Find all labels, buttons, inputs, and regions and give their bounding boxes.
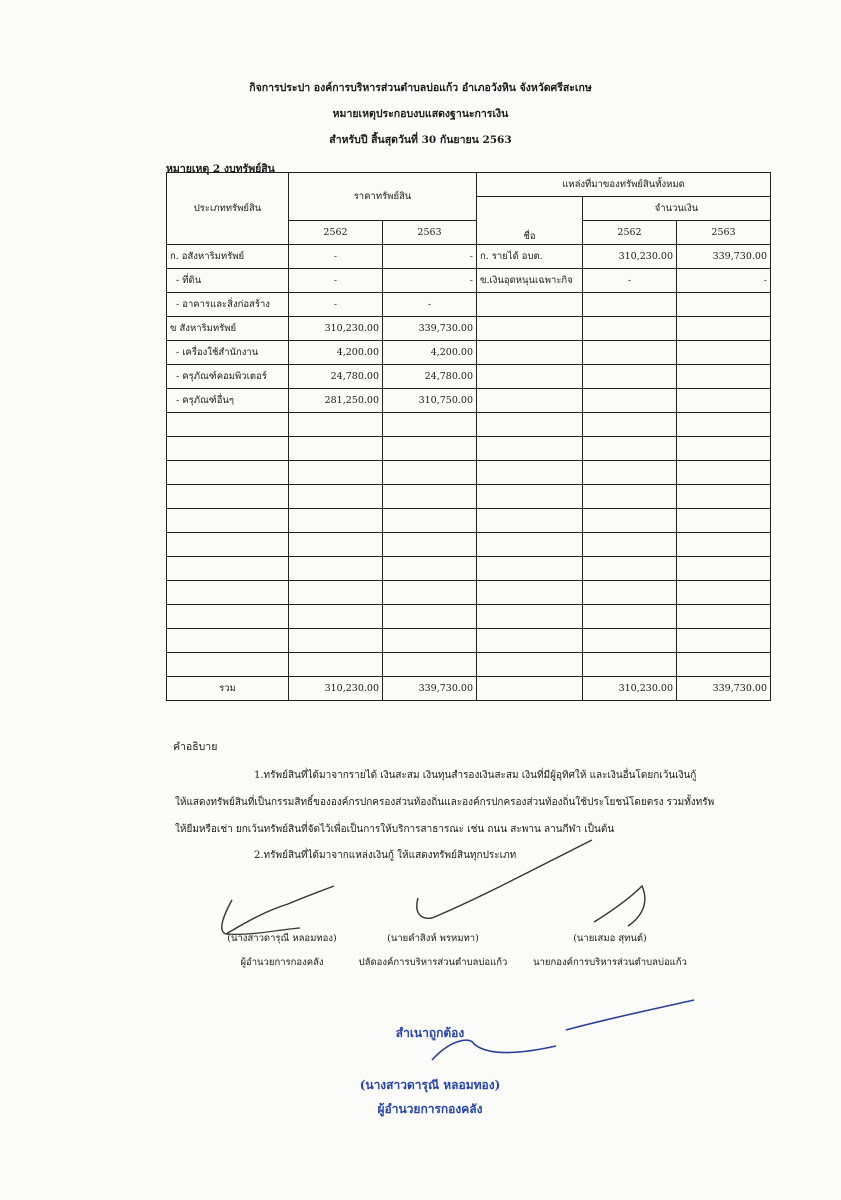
certify-signature-mark — [432, 1040, 556, 1060]
price-2562: - — [289, 245, 383, 269]
total-price-2563: 339,730.00 — [383, 677, 477, 701]
total-source-2563: 339,730.00 — [677, 677, 771, 701]
total-price-2562: 310,230.00 — [289, 677, 383, 701]
signature-2-position: ปลัดองค์การบริหารส่วนตำบลบ่อแก้ว — [358, 957, 508, 968]
signature-2-name: (นายคำสิงห์ พรหมทา) — [387, 933, 479, 944]
explanation-p1-line3: ให้ยืมหรือเช่า ยกเว้นทรัพย์สินที่จัดไว้เพื่อเป็นการให้บริการสาธารณะ เช่น ถนน สะพาน ลานกีฬา เป็นต้น — [175, 824, 615, 835]
col-header-amount-2563: 2563 — [677, 221, 771, 245]
certification-position: ผู้อำนวยการกองคลัง — [377, 1102, 483, 1116]
price-2563: - — [383, 293, 477, 317]
price-2563: - — [383, 269, 477, 293]
col-header-price-2562: 2562 — [289, 221, 383, 245]
asset-type: - ที่ดิน — [167, 269, 289, 293]
asset-type: - ครุภัณฑ์คอมพิวเตอร์ — [167, 365, 289, 389]
price-2563: 24,780.00 — [383, 365, 477, 389]
total-source-2562: 310,230.00 — [583, 677, 677, 701]
explanation-p2: 2.ทรัพย์สินที่ได้มาจากแหล่งเงินกู้ ให้แสดงทรัพย์สินทุกประเภท — [254, 850, 517, 861]
asset-type: ก. อสังหาริมทรัพย์ — [167, 245, 289, 269]
asset-type: - เครื่องใช้สำนักงาน — [167, 341, 289, 365]
asset-type: - ครุภัณฑ์อื่นๆ — [167, 389, 289, 413]
price-2562: 4,200.00 — [289, 341, 383, 365]
explanation-title: คำอธิบาย — [173, 741, 218, 753]
price-2562: 310,230.00 — [289, 317, 383, 341]
price-2563: 339,730.00 — [383, 317, 477, 341]
signature-3-name: (นายเสมอ สุทนต์) — [573, 933, 647, 944]
source-2563: - — [677, 269, 771, 293]
header-subtitle: หมายเหตุประกอบงบแสดงฐานะการเงิน — [332, 108, 509, 120]
col-header-amount-2562: 2562 — [583, 221, 677, 245]
signature-1-name: (นางสาวดารุณี หลอมทอง) — [227, 933, 337, 944]
source-2562: - — [583, 269, 677, 293]
header-title: กิจการประปา องค์การบริหารส่วนตำบลบ่อแก้ว อำเภอวังหิน จังหวัดศรีสะเกษ — [249, 82, 592, 94]
price-2562: - — [289, 293, 383, 317]
source-name: ข.เงินอุดหนุนเฉพาะกิจ — [477, 269, 583, 293]
explanation-p1-line2: ให้แสดงทรัพย์สินที่เป็นกรรมสิทธิ์ขององค์กรปกครองส่วนท้องถิ่นและองค์กรปกครองส่วนท้องถิ่นใช้ประโยชน์โดยตรง รวมทั้งทรัพ — [175, 797, 715, 808]
source-2563: 339,730.00 — [677, 245, 771, 269]
header-period: สำหรับปี สิ้นสุดวันที่ 30 กันยายน 2563 — [329, 134, 512, 146]
signature-1-position: ผู้อำนวยการกองคลัง — [240, 957, 324, 968]
price-2563: 4,200.00 — [383, 341, 477, 365]
total-label: รวม — [167, 677, 289, 701]
col-header-amount: จำนวนเงิน — [583, 197, 771, 221]
source-name: ก. รายได้ อบต. — [477, 245, 583, 269]
signature-mark-1 — [222, 886, 334, 934]
price-2562: - — [289, 269, 383, 293]
note-title: หมายเหตุ 2 งบทรัพย์สิน — [166, 163, 275, 175]
price-2563: - — [383, 245, 477, 269]
signature-mark-3 — [594, 886, 645, 926]
col-header-name: ชื่อ — [477, 197, 583, 245]
certification-title: สำเนาถูกต้อง — [395, 1026, 465, 1040]
col-header-type: ประเภททรัพย์สิน — [167, 173, 289, 245]
price-2562: 281,250.00 — [289, 389, 383, 413]
price-2563: 310,750.00 — [383, 389, 477, 413]
certify-signature-line — [566, 1000, 694, 1030]
signature-mark-2 — [417, 840, 592, 918]
asset-type: - อาคารและสิ่งก่อสร้าง — [167, 293, 289, 317]
col-header-price-2563: 2563 — [383, 221, 477, 245]
signature-3-position: นายกองค์การบริหารส่วนตำบลบ่อแก้ว — [533, 957, 687, 968]
asset-type: ข สังหาริมทรัพย์ — [167, 317, 289, 341]
price-2562: 24,780.00 — [289, 365, 383, 389]
col-header-price: ราคาทรัพย์สิน — [289, 173, 477, 221]
certification-name: (นางสาวดารุณี หลอมทอง) — [359, 1078, 501, 1092]
source-2562: 310,230.00 — [583, 245, 677, 269]
col-header-source: แหล่งที่มาของทรัพย์สินทั้งหมด — [477, 173, 771, 197]
explanation-p1-line1: 1.ทรัพย์สินที่ได้มาจากรายได้ เงินสะสม เงินทุนสำรองเงินสะสม เงินที่มีผู้อุทิศให้ และเงินอื่นโดยกเว้นเงินกู้ — [254, 770, 697, 781]
